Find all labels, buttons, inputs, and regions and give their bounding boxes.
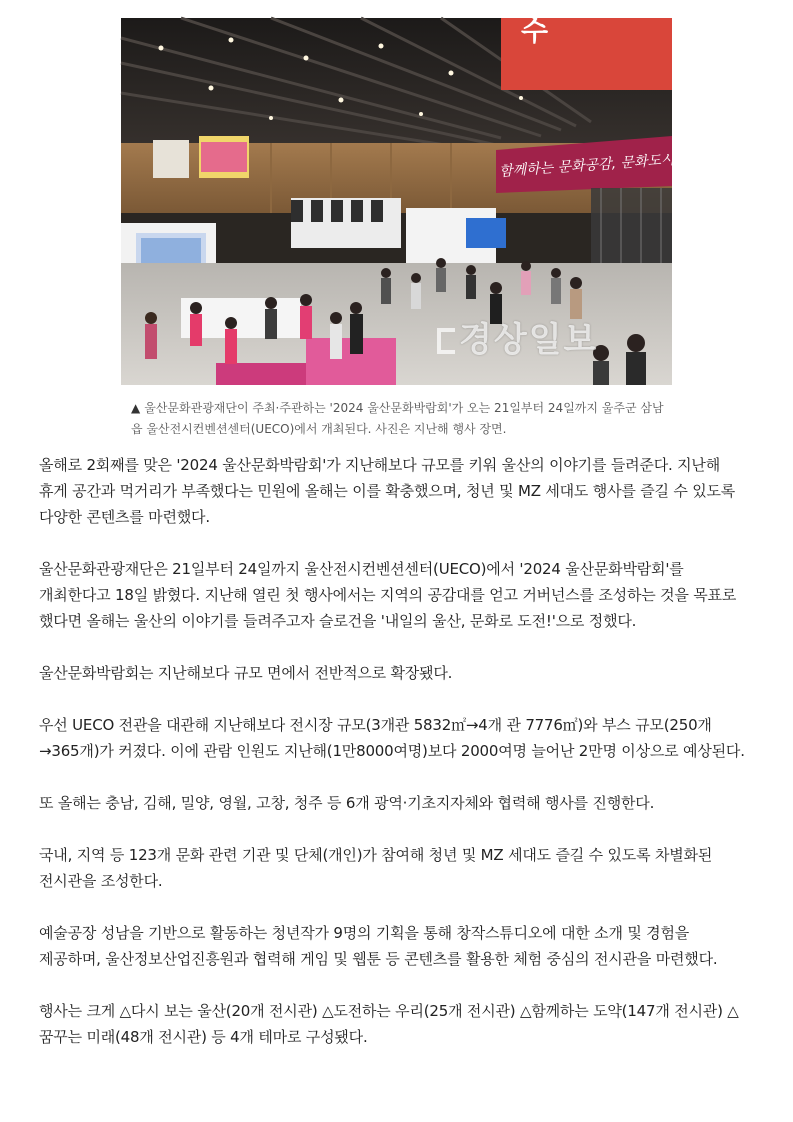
article-paragraph: 또 올해는 충남, 김해, 밀양, 영월, 고창, 청주 등 6개 광역·기초지자체와 협력해 행사를 진행한다.: [39, 794, 655, 812]
article-paragraph: 올해로 2회째를 맞은 '2024 울산문화박람회'가 지난해보다 규모를 키워 울산의 이야기를 들려준다. 지난해 휴게 공간과 먹거리가 부족했다는 민원에 올해는 이를 확충했으며, 청년 및 MZ 세대도 행사를 즐길 수 있도록 다양한 콘텐츠를 마련했다.: [39, 456, 736, 526]
article-paragraph: 국내, 지역 등 123개 문화 관련 기관 및 단체(개인)가 참여해 청년 및 MZ 세대도 즐길 수 있도록 차별화된 전시관을 조성한다.: [39, 846, 713, 890]
photo-caption: [131, 398, 671, 440]
exhibition-hall-photo: [121, 14, 707, 385]
article-paragraph: 행사는 크게 △다시 보는 울산(20개 전시관) △도전하는 우리(25개 전시관) △함께하는 도약(147개 전시관) △꿈꾸는 미래(48개 전시관) 등 4개 테마로 구성됐다.: [39, 1002, 739, 1046]
article-paragraph: 우선 UECO 전관을 대관해 지난해보다 전시장 규모(3개관 5832㎡→4개 관 7776㎡)와 부스 규모(250개→365개)가 커졌다. 이에 관람 인원도 지난해(1만8000여명)보다 2000여명 늘어난 2만명 이상으로 예상된다.: [39, 716, 745, 760]
watermark-logo-icon: [437, 328, 455, 354]
article-body: [39, 452, 753, 1076]
banner-top-glyph: 수: [521, 14, 549, 47]
watermark-text: 경상일보: [459, 320, 599, 360]
article-paragraph: 울산문화박람회는 지난해보다 규모 면에서 전반적으로 확장됐다.: [39, 664, 453, 682]
newspaper-watermark: [437, 316, 657, 364]
caption-arrow-icon: ▲: [131, 401, 141, 415]
article-paragraph: 울산문화관광재단은 21일부터 24일까지 울산전시컨벤션센터(UECO)에서 '2024 울산문화박람회'를 개최한다고 18일 밝혔다. 지난해 열린 첫 행사에서는 지역의 공감대를 얻고 거버넌스를 조성하는 것을 목표로 했다면 올해는 울산의 이야기를 들려주고자 슬로건을 '내일의 울산, 문화로 도전!'으로 정했다.: [39, 560, 737, 630]
caption-text: 울산문화관광재단이 주최·주관하는 '2024 울산문화박람회'가 오는 21일부터 24일까지 울주군 삼남읍 울산전시컨벤션센터(UECO)에서 개최된다. 사진은 지난해 행사 장면.: [131, 401, 664, 436]
article-paragraph: 예술공장 성남을 기반으로 활동하는 청년작가 9명의 기획을 통해 창작스튜디오에 대한 소개 및 경험을 제공하며, 울산정보산업진흥원과 협력해 게임 및 웹툰 등 콘텐츠를 활용한 체험 중심의 전시관을 마련했다.: [39, 924, 718, 968]
banner-slogan: 함께하는 문화공감, 문화도시 울산: [498, 149, 707, 180]
